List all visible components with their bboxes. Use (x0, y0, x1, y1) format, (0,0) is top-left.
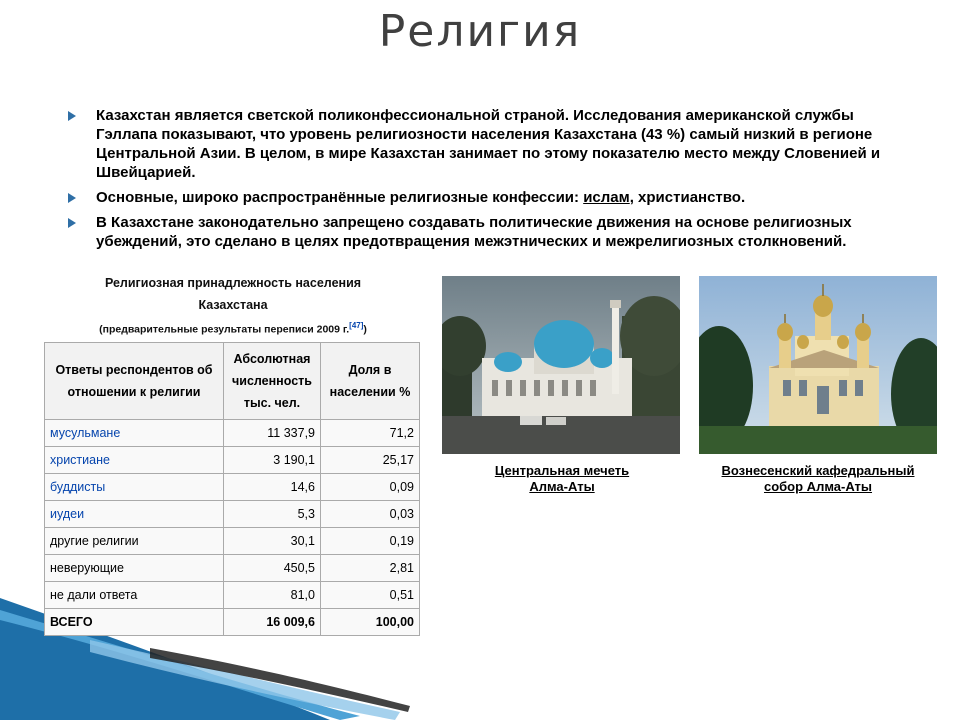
row-abs-value: 5,3 (224, 500, 321, 527)
total-share-value: 100,00 (321, 608, 420, 635)
triangle-bullet-icon (68, 193, 76, 203)
column-header: Ответы респондентов об отношении к религии (45, 342, 224, 419)
cathedral-caption-line1: Вознесенский кафедральный (721, 463, 915, 478)
row-abs-value: 450,5 (224, 554, 321, 581)
cathedral-caption-line2: собор Алма-Аты (763, 479, 873, 494)
bullet-list (66, 106, 916, 257)
row-abs-value: 81,0 (224, 581, 321, 608)
bullet-text-after: , христианство. (629, 189, 746, 206)
row-share-value: 0,19 (321, 527, 420, 554)
row-label-link[interactable]: христиане (45, 446, 224, 473)
row-share-value: 0,09 (321, 473, 420, 500)
total-abs-value: 16 009,6 (224, 608, 321, 635)
triangle-bullet-icon (68, 111, 76, 121)
row-abs-value: 3 190,1 (224, 446, 321, 473)
islam-link[interactable]: ислам (583, 189, 630, 206)
table-caption (44, 272, 422, 340)
row-abs-value: 14,6 (224, 473, 321, 500)
row-label: другие религии (45, 527, 224, 554)
row-share-value: 71,2 (321, 419, 420, 446)
table-caption-line2: Казахстана (198, 298, 268, 312)
row-abs-value: 30,1 (224, 527, 321, 554)
row-label: не дали ответа (45, 581, 224, 608)
table-row (45, 527, 420, 554)
table-row (45, 500, 420, 527)
column-header: Доля в населении % (321, 342, 420, 419)
reference-link[interactable]: [47] (349, 321, 364, 330)
row-share-value: 25,17 (321, 446, 420, 473)
mosque-caption-link[interactable] (452, 463, 672, 495)
row-label-link[interactable]: буддисты (45, 473, 224, 500)
bullet-item (66, 106, 916, 182)
row-label-link[interactable]: иудеи (45, 500, 224, 527)
bullet-text: Казахстан является светской поликонфессиональной страной. Исследования американской службы Гэллапа показывают, что уровень религиозности населения Казахстана (43 %) самый низкий в регионе Центральной Азии. В целом, в мире Казахстан занимает по этому показателю место между Словенией и Швейцарией. (96, 107, 881, 181)
row-share-value: 0,51 (321, 581, 420, 608)
row-label-link[interactable]: мусульмане (45, 419, 224, 446)
table-total-row (45, 608, 420, 635)
triangle-bullet-icon (68, 218, 76, 228)
religion-table (44, 342, 420, 636)
mosque-caption-line1: Центральная мечеть (494, 463, 630, 478)
table-row (45, 419, 420, 446)
bullet-item (66, 213, 916, 251)
table-caption-close: ) (363, 323, 367, 336)
row-abs-value: 11 337,9 (224, 419, 321, 446)
bullet-text-before: Основные, широко распространённые религиозные конфессии: (96, 189, 584, 206)
table-row (45, 473, 420, 500)
cathedral-photo (699, 276, 937, 454)
table-caption-sub (44, 316, 422, 340)
bullet-text: В Казахстане законодательно запрещено создавать политические движения на основе религиозных убеждений, это сделано в целях предотвращения межэтнических и межрелигиозных столкновений. (96, 214, 852, 250)
mosque-photo (442, 276, 680, 454)
table-row (45, 554, 420, 581)
table-header-row (45, 342, 420, 419)
cathedral-caption-link[interactable] (703, 463, 933, 495)
column-header: Абсолютная численность тыс. чел. (224, 342, 321, 419)
row-share-value: 0,03 (321, 500, 420, 527)
slide-title: Религия (378, 6, 582, 57)
table-row (45, 581, 420, 608)
mosque-caption-line2: Алма-Аты (529, 479, 595, 494)
total-label: ВСЕГО (45, 608, 224, 635)
table-row (45, 446, 420, 473)
table-caption-sub-text: (предварительные результаты переписи 2009 г. (99, 323, 350, 336)
row-label: неверующие (45, 554, 224, 581)
bullet-item (66, 188, 916, 207)
table-caption-line1: Религиозная принадлежность населения (104, 276, 362, 290)
row-share-value: 2,81 (321, 554, 420, 581)
religion-table-block (44, 272, 422, 636)
